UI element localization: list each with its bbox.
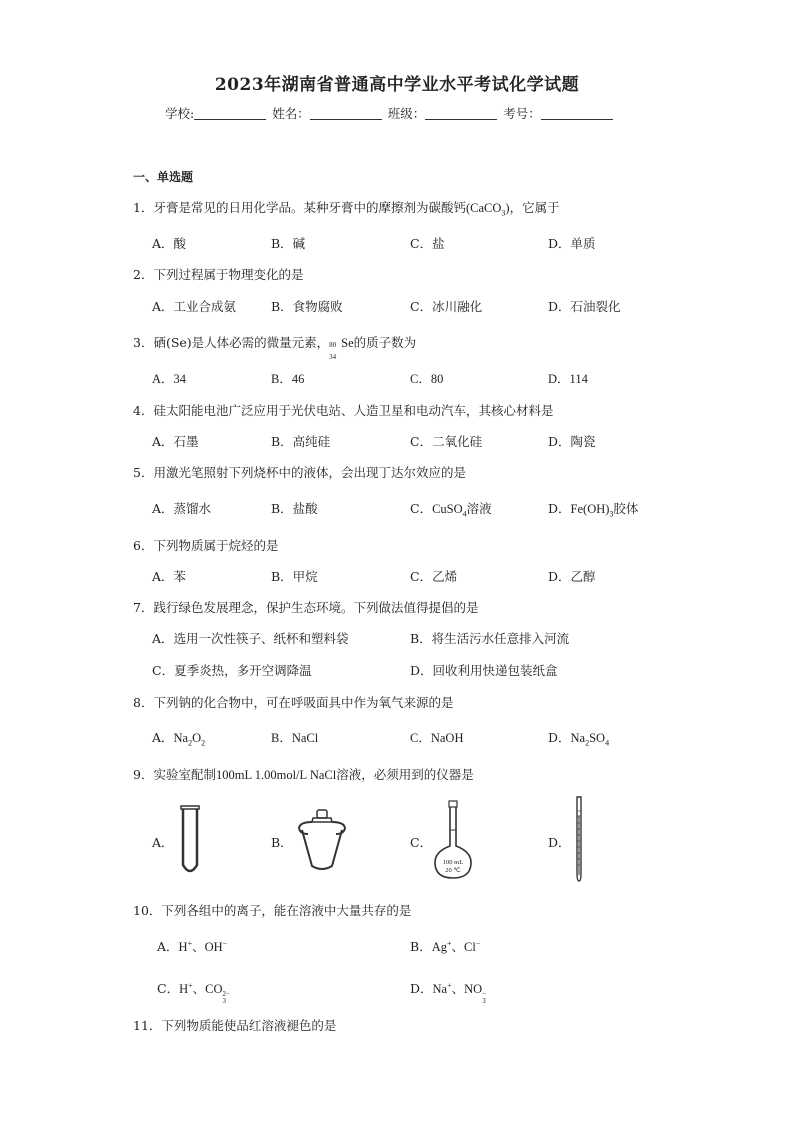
q7-option-a[interactable]: A．选用一次性筷子、纸杯和塑料袋 — [152, 631, 349, 646]
q9-option-c[interactable]: C． — [410, 835, 433, 850]
question-4-stem: 4．硅太阳能电池广泛应用于光伏电站、人造卫星和电动汽车，其核心材料是 — [133, 403, 554, 418]
flask-label-volume: 100 mL — [442, 859, 464, 866]
question-6-stem: 6．下列物质属于烷烃的是 — [133, 538, 279, 553]
q2-option-c[interactable]: C．冰川融化 — [410, 299, 483, 314]
question-8-stem: 8．下列钠的化合物中，可在呼吸面具中作为氧气来源的是 — [133, 695, 454, 710]
question-9-stem: 9．实验室配制100mL 1.00mol/L NaCl溶液，必须用到的仪器是 — [133, 767, 474, 782]
q1-option-a[interactable]: A．酸 — [152, 236, 187, 251]
thermometer-image[interactable] — [572, 795, 586, 883]
exam-title: 2023年湖南省普通高中学业水平考试化学试题 — [214, 75, 580, 95]
number-blank[interactable] — [541, 107, 613, 120]
q6-option-b[interactable]: B．甲烷 — [271, 569, 318, 584]
q10-option-c[interactable]: C．H+、CO 2− 3 — [157, 980, 230, 1005]
q5-option-c[interactable]: C．CuSO$_4$溶液 — [410, 501, 492, 519]
school-label: 学校: — [165, 106, 195, 121]
q8-option-a[interactable]: A．$Na_2O_2$ — [152, 730, 206, 748]
q8-option-d[interactable]: D．$Na_2SO_4$ — [548, 730, 610, 748]
conical-vessel-image[interactable] — [296, 808, 348, 872]
name-label: 姓名： — [272, 106, 310, 121]
class-label: 班级： — [387, 106, 426, 121]
q8-option-b[interactable]: B．NaCl — [271, 731, 319, 745]
q1-option-c[interactable]: C．盐 — [410, 236, 445, 251]
q3-option-d[interactable]: D．114 — [548, 372, 588, 386]
q7-option-d[interactable]: D．回收利用快递包装纸盒 — [410, 663, 558, 678]
q10-option-d[interactable]: D．Na+、NO − 3 — [410, 980, 487, 1005]
class-blank[interactable] — [425, 107, 497, 120]
question-2-stem: 2．下列过程属于物理变化的是 — [133, 267, 304, 282]
q3-option-c[interactable]: C．80 — [410, 372, 444, 386]
name-blank[interactable] — [310, 107, 382, 120]
q2-option-a[interactable]: A．工业合成氨 — [152, 299, 237, 314]
q10-option-b[interactable]: B．Ag+、Cl− — [410, 938, 481, 954]
student-info-line — [165, 104, 615, 122]
question-3-stem: 3．硒(Se)是人体必需的微量元素， 80 34 Se的质子数为 — [133, 335, 417, 361]
q3-option-b[interactable]: B．46 — [271, 372, 305, 386]
q9-option-b[interactable]: B． — [271, 835, 293, 850]
number-label: 考号： — [503, 106, 541, 121]
question-11-stem: 11．下列物质能使品红溶液褪色的是 — [133, 1018, 337, 1033]
q5-option-b[interactable]: B．盐酸 — [271, 501, 318, 516]
flask-label-temp: 20 ℃ — [445, 867, 461, 874]
q2-option-d[interactable]: D．石油裂化 — [548, 299, 621, 314]
q2-option-b[interactable]: B．食物腐败 — [271, 299, 343, 314]
q1-option-b[interactable]: B．碱 — [271, 236, 306, 251]
q7-option-c[interactable]: C．夏季炎热，多开空调降温 — [152, 663, 312, 678]
q4-option-b[interactable]: B．高纯硅 — [271, 434, 331, 449]
atomic-number: 34 — [329, 353, 337, 361]
question-5-stem: 5．用激光笔照射下列烧杯中的液体，会出现丁达尔效应的是 — [133, 465, 466, 480]
q5-option-a[interactable]: A．蒸馏水 — [152, 501, 212, 516]
test-tube-image[interactable] — [178, 805, 202, 877]
q6-option-d[interactable]: D．乙醇 — [548, 569, 596, 584]
section-title: 一、单选题 — [133, 170, 194, 184]
q5-option-d[interactable]: D．$Fe(OH)_3$胶体 — [548, 501, 639, 519]
q7-option-b[interactable]: B．将生活污水任意排入河流 — [410, 631, 570, 646]
q9-option-d[interactable]: D． — [548, 835, 571, 850]
q4-option-c[interactable]: C．二氧化硅 — [410, 434, 483, 449]
question-10-stem: 10．下列各组中的离子，能在溶液中大量共存的是 — [133, 903, 412, 918]
mass-number: 80 — [329, 341, 337, 349]
q4-option-a[interactable]: A．石墨 — [152, 434, 199, 449]
q1-option-d[interactable]: D．单质 — [548, 236, 596, 251]
school-blank[interactable] — [194, 107, 266, 120]
q6-option-a[interactable]: A．苯 — [152, 569, 187, 584]
q4-option-d[interactable]: D．陶瓷 — [548, 434, 596, 449]
q8-option-c[interactable]: C．NaOH — [410, 731, 464, 745]
question-1-stem: 1．牙膏是常见的日用化学品。某种牙膏中的摩擦剂为碳酸钙(CaCO$_3$)，它属于 — [133, 200, 560, 218]
q3-option-a[interactable]: A．34 — [152, 372, 187, 386]
q6-option-c[interactable]: C．乙烯 — [410, 569, 458, 584]
question-7-stem: 7．践行绿色发展理念，保护生态环境。下列做法值得提倡的是 — [133, 600, 479, 615]
volumetric-flask-image[interactable] — [432, 800, 474, 880]
q10-option-a[interactable]: A．H+、OH− — [157, 938, 228, 954]
q9-option-a[interactable]: A． — [152, 835, 174, 850]
